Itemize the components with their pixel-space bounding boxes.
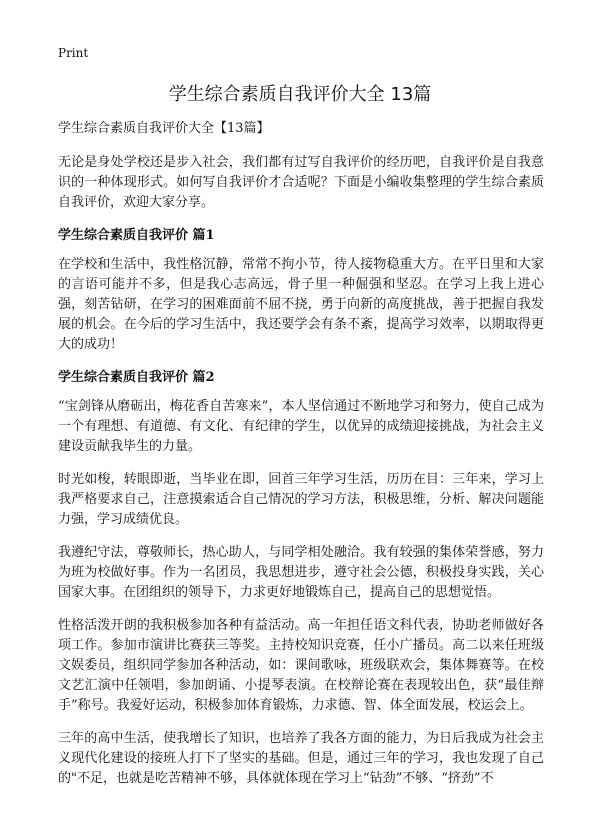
- section-2-paragraph-5: 三年的高中生活，使我增长了知识，也培养了我各方面的能力，为日后我成为社会主义现代化建设的接班人打下了坚实的基础。但是，通过三年的学习，我也发现了自己的"不足，也就是吃苦精神不够，具体就体现在学习上“钻劲”不够、“挤劲”不: [58, 731, 544, 786]
- section-2-paragraph-4: 性格活泼开朗的我积极参加各种有益活动。高一年担任语文科代表，协助老师做好各项工作。参加市演讲比赛获三等奖。主持校知识竞赛，任小广播员。高二以来任班级文娱委员，组织同学参加各种活动，如：课间歌咏，班级联欢会，集体舞赛等。在校文艺汇演中任领唱，参加朗诵、小提琴表演。在校辩论赛在表现较出色，获“最佳辩手”称号。我爱好运动，积极参加体育锻炼，力求德、智、体全面发展，校运会上。: [58, 618, 544, 713]
- document-subtitle: 学生综合素质自我评价大全【13篇】: [58, 121, 270, 136]
- section-heading-2: 学生综合素质自我评价 篇2: [58, 370, 215, 385]
- document-body: [58, 119, 544, 802]
- section-heading-1: 学生综合素质自我评价 篇1: [58, 228, 215, 243]
- section-2-paragraph-3: 我遵纪守法，尊敬师长，热心助人，与同学相处融洽。我有较强的集体荣誉感，努力为班为校做好事。作为一名团员，我思想进步，遵守社会公德，积极投身实践，关心国家大事。在团组织的领导下，力求更好地锻炼自己，提高自己的思想觉悟。: [58, 545, 544, 600]
- intro-paragraph: 无论是身处学校还是步入社会，我们都有过写自我评价的经历吧，自我评价是自我意识的一种体现形式。如何写自我评价才合适呢？下面是小编收集整理的学生综合素质自我评价，欢迎大家分享。: [58, 155, 544, 210]
- page-title: 学生综合素质自我评价大全 13篇: [168, 84, 432, 105]
- section-2-paragraph-2: 时光如梭，转眼即逝，当毕业在即，回首三年学习生活，历历在目：三年来，学习上我严格要求自己，注意摸索适合自己情况的学习方法，积极思维，分析、解决问题能力强，学习成绩优良。: [58, 472, 544, 527]
- section-2-paragraph-1: “宝剑锋从磨砺出，梅花香自苦寒来”，本人坚信通过不断地学习和努力，使自己成为一个有理想、有道德、有文化、有纪律的学生，以优异的成绩迎接挑战，为社会主义建设贡献我毕生的力量。: [58, 399, 544, 454]
- print-link[interactable]: Print: [58, 46, 89, 60]
- section-1-paragraph-1: 在学校和生活中，我性格沉静，常常不拘小节，待人接物稳重大方。在平日里和大家的言语可能并不多，但是我心志高远，骨子里一种倔强和坚忍。在学习上我上进心强，刻苦钻研，在学习的困难面前不屈不挠，勇于向新的高度挑战，善于把握自我发展的机会。在今后的学习生活中，我还要学会有条不紊，提高学习效率，以期取得更大的成功！: [58, 257, 544, 352]
